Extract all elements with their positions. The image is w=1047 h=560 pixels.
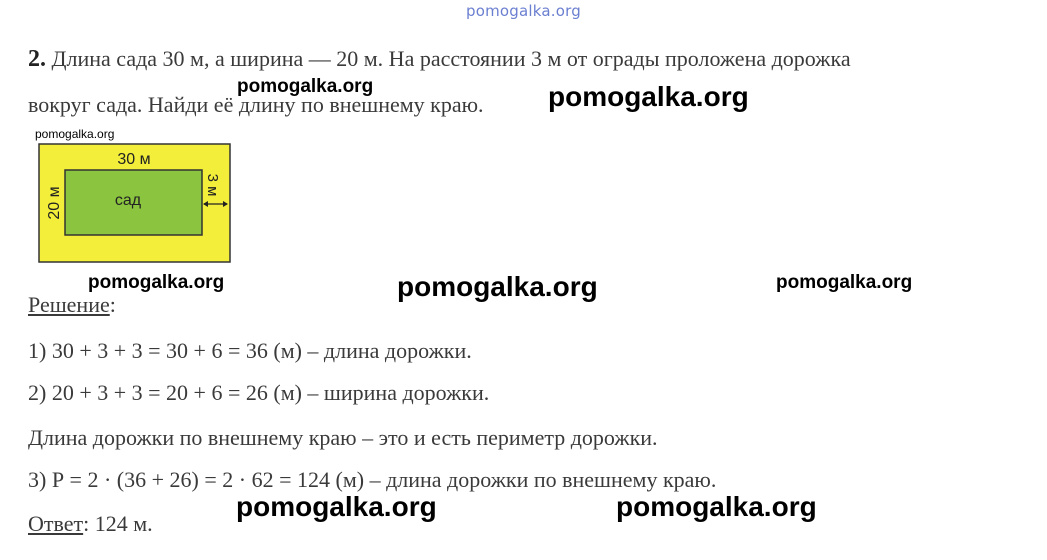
watermark: pomogalka.org — [35, 127, 115, 141]
label-distance: 3 м — [204, 173, 221, 197]
solution-heading-colon: : — [109, 292, 116, 317]
watermark: pomogalka.org — [776, 272, 913, 293]
solution-step-1: 1) 30 + 3 + 3 = 30 + 6 = 36 (м) – длина дорожки. — [28, 338, 472, 363]
problem-text-1: Длина сада 30 м, а ширина — 20 м. На расстоянии 3 м от ограды проложена дорожка — [51, 46, 851, 71]
watermark: pomogalka.org — [397, 271, 598, 302]
problem-line-2: вокруг сада. Найди её длину по внешнему краю. — [28, 92, 484, 117]
label-width: 20 м — [46, 186, 63, 220]
solution-heading-text: Решение — [28, 292, 110, 317]
solution-step-3: 3) Р = 2 · (36 + 26) = 2 · 62 = 124 (м) – длина дорожки по внешнему краю. — [28, 467, 717, 492]
answer-value: : 124 м. — [83, 511, 153, 536]
answer-label: Ответ — [28, 511, 84, 536]
watermark: pomogalka.org — [616, 491, 817, 522]
site-watermark-top: pomogalka.org — [466, 2, 581, 20]
watermark: pomogalka.org — [237, 76, 374, 97]
watermark: pomogalka.org — [88, 272, 225, 293]
problem-number: 2. — [28, 46, 46, 72]
watermark: pomogalka.org — [236, 491, 437, 522]
answer — [28, 511, 153, 537]
solution-step-2: 2) 20 + 3 + 3 = 20 + 6 = 26 (м) – ширина дорожки. — [28, 380, 490, 405]
solution-heading — [28, 292, 116, 318]
watermark: pomogalka.org — [548, 81, 749, 112]
problem-line-1 — [28, 46, 851, 73]
label-garden: сад — [114, 192, 142, 209]
label-length: 30 м — [117, 151, 151, 168]
garden-diagram — [38, 143, 232, 264]
solution-note: Длина дорожки по внешнему краю – это и есть периметр дорожки. — [28, 425, 658, 450]
